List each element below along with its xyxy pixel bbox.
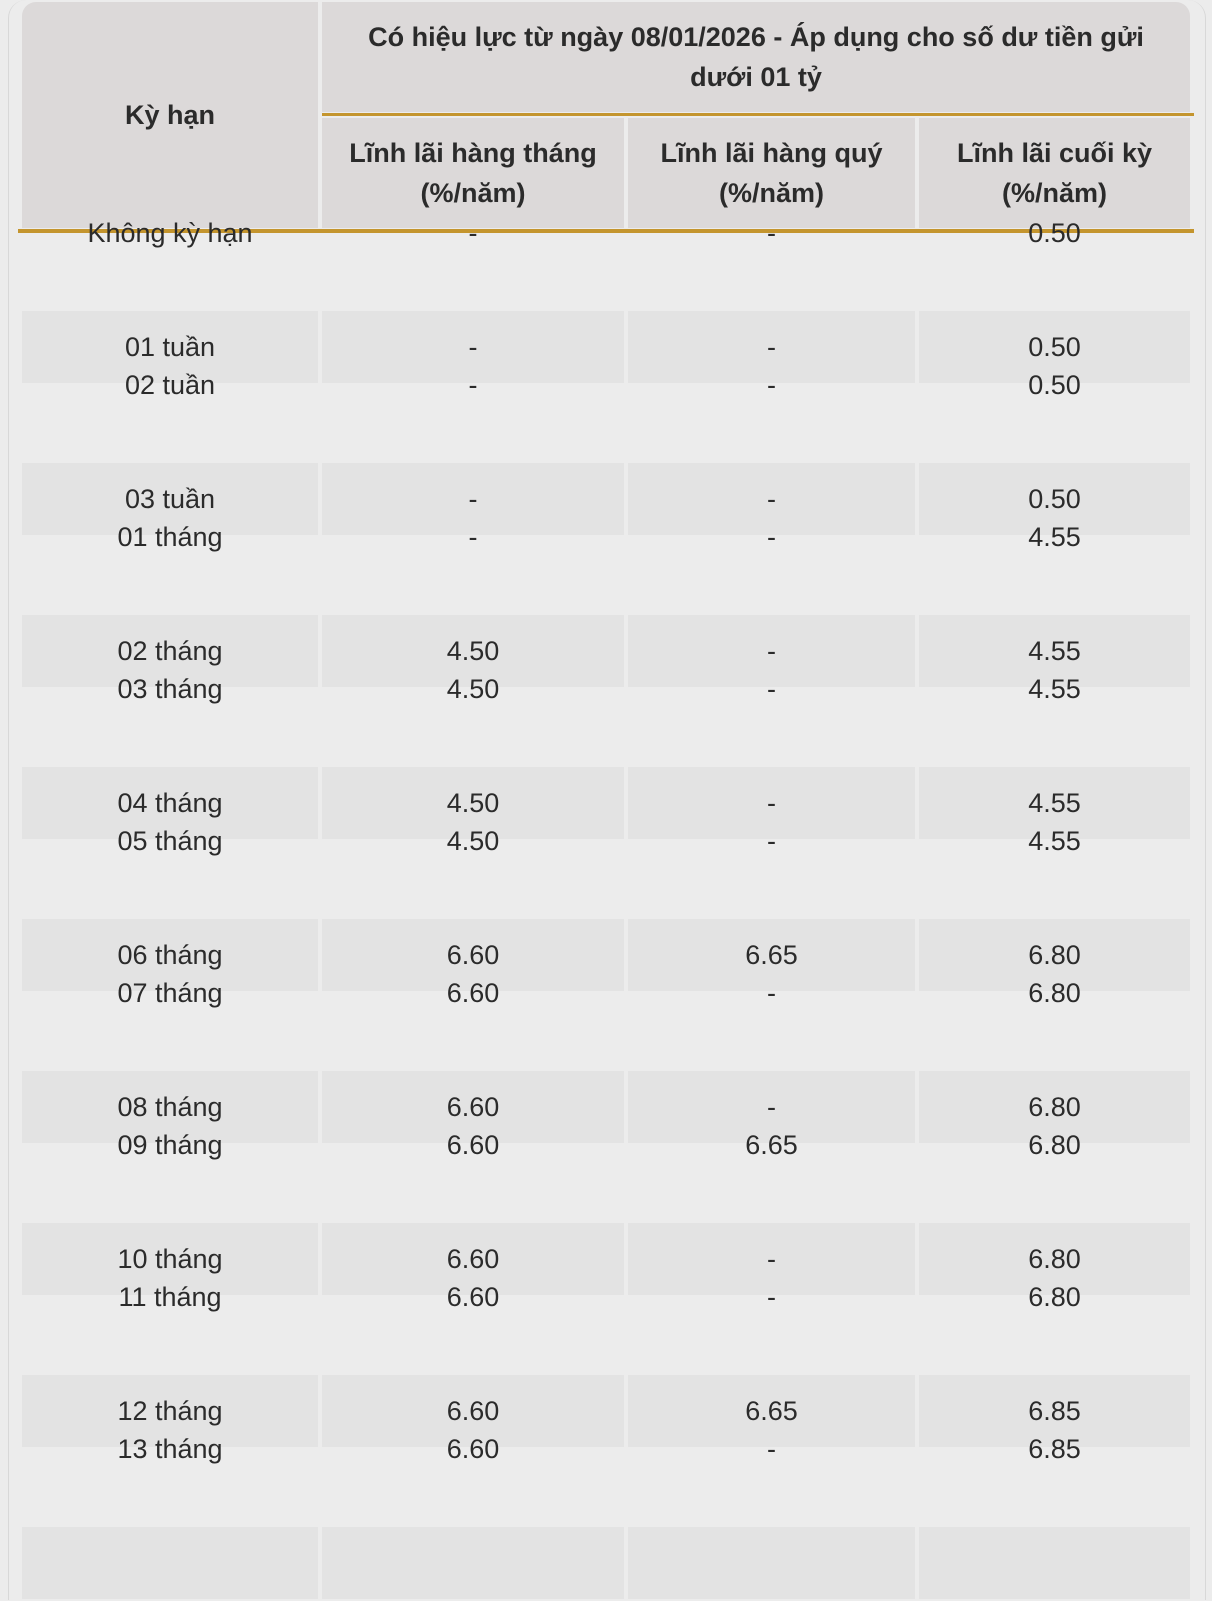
cell-monthly: 4.50 <box>446 674 500 704</box>
header-quarterly-interest: Lĩnh lãi hàng quý (%/năm) <box>628 118 915 228</box>
cell-monthly: 6.60 <box>446 1282 500 1312</box>
cell-term: 11 tháng <box>118 1282 222 1312</box>
cell-monthly: - <box>468 218 478 248</box>
cell-term: 06 tháng <box>22 919 318 991</box>
cell-quarterly: - <box>628 1071 915 1143</box>
cell-quarterly: - <box>767 1434 776 1464</box>
cell-term: 09 tháng <box>117 1130 223 1160</box>
cell-quarterly: - <box>767 826 776 856</box>
cell-term: 04 tháng <box>22 767 318 839</box>
cell-quarterly: - <box>767 674 776 704</box>
cell-end-of-term: 6.80 <box>1028 1282 1081 1312</box>
table-row <box>0 522 1212 613</box>
cell-monthly <box>322 1527 624 1599</box>
cell-term: 03 tuần <box>22 463 318 535</box>
cell-term: Không kỳ hạn <box>87 218 253 248</box>
cell-monthly: 6.60 <box>322 1223 624 1295</box>
table-row <box>0 1434 1212 1525</box>
cell-quarterly: 6.65 <box>628 919 915 991</box>
cell-quarterly: - <box>767 522 776 552</box>
header-monthly-interest: Lĩnh lãi hàng tháng (%/năm) <box>322 118 624 228</box>
cell-term <box>22 1527 318 1599</box>
header-term: Kỳ hạn <box>22 2 318 228</box>
cell-quarterly: - <box>628 311 915 383</box>
cell-term: 02 tháng <box>22 615 318 687</box>
cell-monthly: 4.50 <box>322 615 624 687</box>
cell-end-of-term: 0.50 <box>1028 218 1081 248</box>
cell-monthly: 6.60 <box>322 919 624 991</box>
cell-term: 12 tháng <box>22 1375 318 1447</box>
table-row <box>0 1525 1212 1601</box>
cell-term: 03 tháng <box>117 674 223 704</box>
cell-end-of-term: 6.80 <box>1028 978 1081 1008</box>
cell-quarterly: - <box>767 218 776 248</box>
cell-monthly: - <box>468 522 478 552</box>
cell-term: 10 tháng <box>22 1223 318 1295</box>
cell-end-of-term: 6.80 <box>919 1223 1190 1295</box>
cell-monthly: 6.60 <box>446 978 500 1008</box>
cell-term: 08 tháng <box>22 1071 318 1143</box>
cell-term: 05 tháng <box>117 826 223 856</box>
cell-end-of-term: 6.80 <box>919 919 1190 991</box>
cell-end-of-term: 0.50 <box>919 311 1190 383</box>
cell-monthly: 6.60 <box>446 1130 500 1160</box>
cell-end-of-term: 0.50 <box>919 463 1190 535</box>
cell-quarterly: 6.65 <box>745 1130 798 1160</box>
cell-term: 07 tháng <box>117 978 223 1008</box>
cell-monthly: 6.60 <box>322 1375 624 1447</box>
cell-quarterly: 6.65 <box>628 1375 915 1447</box>
cell-monthly: - <box>322 311 624 383</box>
cell-term: 02 tuần <box>124 370 216 400</box>
cell-end-of-term: 4.55 <box>1028 674 1081 704</box>
cell-term: 01 tháng <box>117 522 223 552</box>
cell-quarterly: - <box>628 1223 915 1295</box>
cell-end-of-term: 0.50 <box>1028 370 1081 400</box>
cell-term: 01 tuần <box>22 311 318 383</box>
cell-quarterly: - <box>767 370 776 400</box>
header-effective-date: Có hiệu lực từ ngày 08/01/2026 - Áp dụng cho số dư tiền gửi dưới 01 tỷ <box>322 2 1190 112</box>
table-row <box>0 674 1212 765</box>
header-end-of-term-interest: Lĩnh lãi cuối kỳ (%/năm) <box>919 118 1190 228</box>
table-row <box>0 218 1212 309</box>
table-row <box>0 826 1212 917</box>
cell-end-of-term: 4.55 <box>919 615 1190 687</box>
table-row <box>0 370 1212 461</box>
cell-end-of-term: 4.55 <box>1028 826 1081 856</box>
cell-quarterly: - <box>628 615 915 687</box>
cell-quarterly: - <box>767 1282 776 1312</box>
cell-monthly: 4.50 <box>446 826 500 856</box>
cell-term: 13 tháng <box>117 1434 223 1464</box>
cell-monthly: - <box>468 370 478 400</box>
cell-monthly: 4.50 <box>322 767 624 839</box>
cell-quarterly: - <box>628 767 915 839</box>
cell-quarterly <box>628 1527 915 1599</box>
table-body <box>0 218 1212 1601</box>
cell-end-of-term: 6.85 <box>1028 1434 1081 1464</box>
cell-end-of-term: 6.80 <box>1028 1130 1081 1160</box>
cell-end-of-term: 6.85 <box>919 1375 1190 1447</box>
cell-monthly: 6.60 <box>322 1071 624 1143</box>
cell-monthly: - <box>322 463 624 535</box>
table-row <box>0 1282 1212 1373</box>
cell-end-of-term: 6.80 <box>919 1071 1190 1143</box>
table-row <box>0 978 1212 1069</box>
header-divider <box>322 113 1194 116</box>
cell-end-of-term: 4.55 <box>919 767 1190 839</box>
cell-quarterly: - <box>628 463 915 535</box>
cell-end-of-term: 4.55 <box>1028 522 1081 552</box>
table-row <box>0 1130 1212 1221</box>
cell-monthly: 6.60 <box>446 1434 500 1464</box>
cell-end-of-term <box>919 1527 1190 1599</box>
cell-quarterly: - <box>767 978 776 1008</box>
